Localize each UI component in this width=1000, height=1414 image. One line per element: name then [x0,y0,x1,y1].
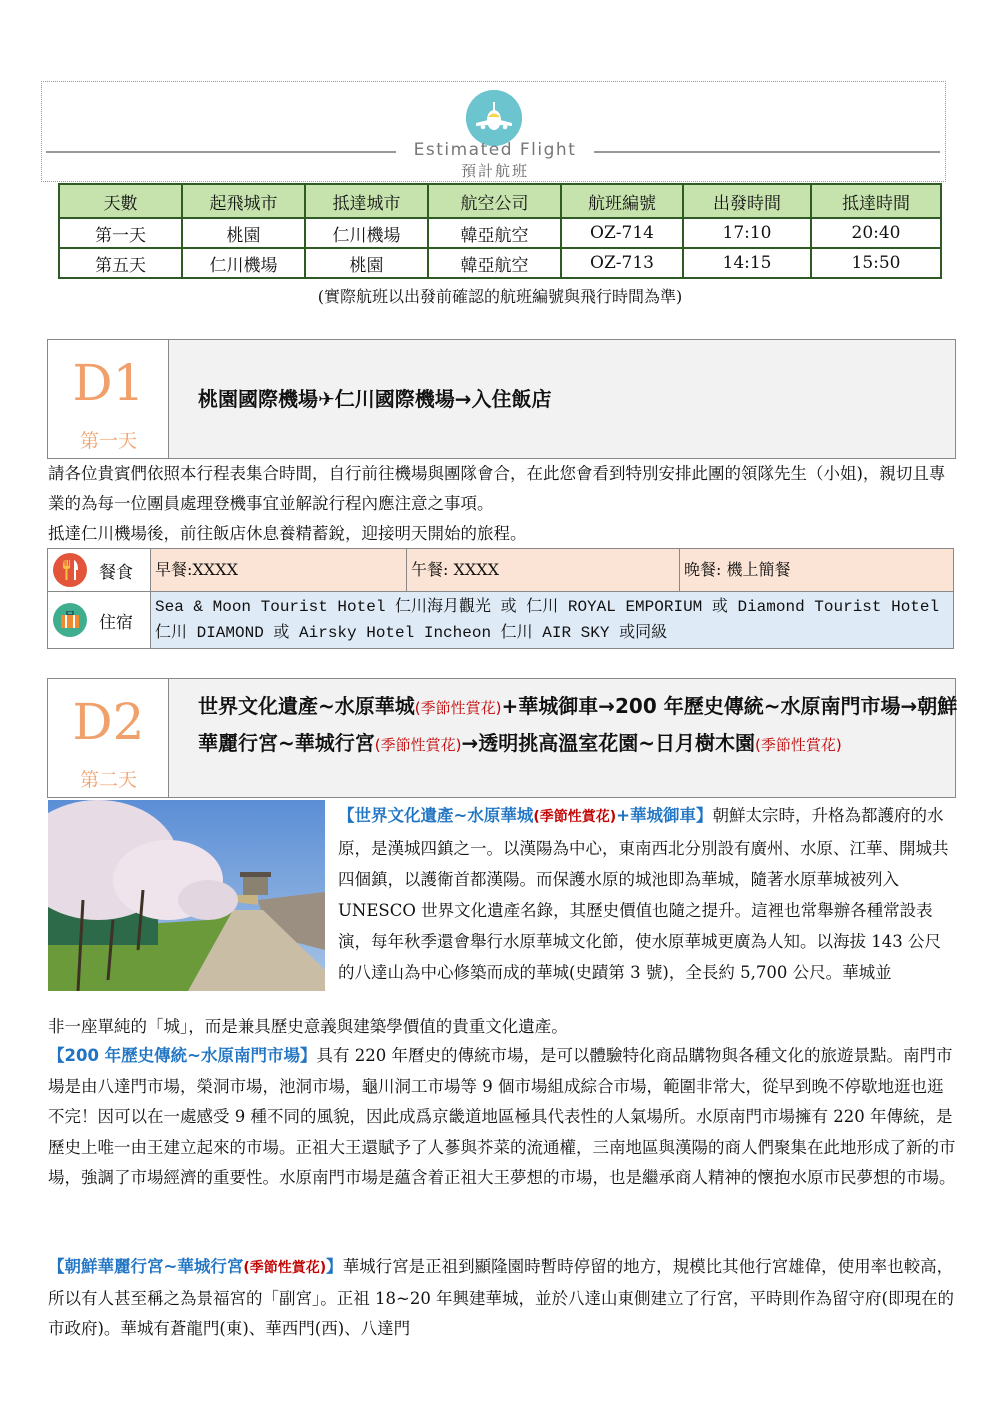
cell-depart: 14:15 [683,248,811,278]
divider-right [594,151,940,153]
day2-title [198,689,958,763]
meal-hotel-table [47,548,954,649]
col-flight-no: 航班編號 [561,184,683,218]
day1-intro: 請各位貴賓們依照本行程表集合時間，自行前往機場與團隊會合，在此您會看到特別安排此團的領隊先生（小姐)，親切且專業的為每一位團員處理登機事宜並解說行程內應注意之事項。 [48,464,946,513]
suitcase-icon [53,603,87,637]
hwaseong-cherry-blossom-photo [48,800,325,991]
meal-label: 餐食 [99,562,133,583]
section-heading [48,1257,343,1276]
heading-part: 【世界文化遺產~水原華城 [338,806,534,825]
cell-origin: 仁川機場 [182,248,305,278]
col-arrive: 抵達時間 [811,184,941,218]
section-body: 朝鮮太宗時，升格為都護府的水原，是漢城四鎮之一。以漢陽為中心，東南西北分別設有廣州、水原、江華、開城共四個鎮，以護衛首都漢陽。而保護水原的城池即為華城，隨著水原華城被列入 UNESCO 世界文化遺產名錄，其歷史價值也隨之提升。這裡也常舉辦各種常設表演，每年秋季還會舉行水原華城文化節，使水原華城更廣為人知。以海拔 143 公尺的八達山為中心修築而成的華城(史蹟第 3 號)，全長約 5,700 公尺。華城並 [338,806,949,982]
section-heading [338,806,712,825]
dinner-cell: 晚餐: 機上簡餐 [680,549,953,591]
divider-left [46,151,396,153]
cell-arrive: 15:50 [811,248,941,278]
day2-code: D2 [72,693,145,751]
cell-arrive: 20:40 [811,218,941,248]
hotel-label: 住宿 [99,612,133,633]
table-header-row [59,184,941,218]
col-airline: 航空公司 [428,184,561,218]
hotel-lead [48,592,151,648]
cell-origin: 桃園 [182,218,305,248]
section-haenggung [48,1252,958,1345]
breakfast-cell: 早餐:XXXX [151,549,407,591]
hotel-cell: Sea & Moon Tourist Hotel 仁川海月觀光 或 仁川 ROYAL EMPORIUM 或 Diamond Tourist Hotel 仁川 DIAMOND 或 Airsky Hotel Incheon 仁川 AIR SKY 或同級 [151,592,953,648]
flight-note: (實際航班以出發前確認的航班編號與飛行時間為準) [317,287,683,306]
section-namun-market [48,1041,958,1194]
col-depart: 出發時間 [683,184,811,218]
section-heading: 【200 年歷史傳統~水原南門市場】 [48,1046,317,1065]
col-day: 天數 [59,184,182,218]
cell-destination: 桃園 [305,248,428,278]
cell-airline: 韓亞航空 [428,218,561,248]
section-hwaseong [338,800,953,988]
cell-flight-no: OZ-713 [561,248,683,278]
flight-table [58,183,942,279]
section-body: 華城行宮是正祖到顯隆園時暫時停留的地方，規模比其他行宮雄偉，使用率也較高，所以有人甚至稱之為景福宮的「副宮」。正祖 18~20 年興建華城，並於八達山東側建立了行宮，平時則作為留守府(即現在的市政府)。華城有蒼龍門(東)、華西門(西)、八達門 [48,1257,954,1338]
cell-day: 第一天 [59,218,182,248]
flight-title-en: Estimated Flight [413,140,577,160]
day1-header [47,339,956,459]
title-part: +華城御車→200 年歷史傳統~水原南門市場→朝鮮華麗行宮~華城行宮 [198,694,958,755]
flight-title-zh: 預計航班 [460,162,529,180]
heading-part: 】 [326,1257,343,1276]
seasonal-tag: (季節性賞花) [414,699,502,717]
col-origin: 起飛城市 [182,184,305,218]
cell-depart: 17:10 [683,218,811,248]
heading-part: 【朝鮮華麗行宮~華城行宮 [48,1257,244,1276]
lunch-cell: 午餐: XXXX [407,549,680,591]
cell-flight-no: OZ-714 [561,218,683,248]
seasonal-tag: (季節性賞花) [374,736,462,754]
section-hwaseong-cont: 非一座單純的「城」，而是兼具歷史意義與建築學價值的貴重文化遺產。 [48,1017,568,1036]
table-row [59,218,941,248]
meal-row [48,549,953,592]
section-body: 具有 220 年曆史的傳統市場，是可以體驗特化商品購物與各種文化的旅遊景點。南門市場是由八達門市場，榮洞市場，池洞市場，龜川洞工市場等 9 個市場組成綜合市場，範圍非常大，從早到晚不停歇地逛也逛不完！因可以在一處感受 9 種不同的風貌，因此成爲京畿道地區極具代表性的人氣場所。水原南門市場擁有 220 年傳統，是歷史上唯一由王建立起來的市場。正祖大王還賦予了人蔘與芥菜的流通權，三南地區與漢陽的商人們聚集在此地形成了新的市場，強調了市場經濟的重要性。水原南門市場是蘊含着正祖大王夢想的市場，也是繼承商人精神的懷抱水原市民夢想的市場。 [48,1046,956,1187]
table-row [59,248,941,278]
meal-lead [48,549,151,591]
seasonal-tag: (季節性賞花) [755,736,842,754]
cell-airline: 韓亞航空 [428,248,561,278]
seasonal-tag: (季節性賞花) [533,809,617,825]
day1-title: 桃園國際機場✈仁川國際機場→入住飯店 [198,387,552,411]
day1-label: 第一天 [79,430,137,452]
heading-part: +華城御車】 [616,806,713,825]
seasonal-tag: (季節性賞花) [243,1260,327,1276]
airplane-icon [466,90,522,146]
day2-label: 第二天 [79,769,137,791]
day1-arrival: 抵達仁川機場後，前往飯店休息養精蓄銳，迎接明天開始的旅程。 [48,524,527,543]
day1-code: D1 [72,354,145,412]
hotel-row [48,592,953,648]
utensils-icon [53,553,87,587]
day2-badge [48,679,169,797]
cell-day: 第五天 [59,248,182,278]
cell-destination: 仁川機場 [305,218,428,248]
day1-badge [48,340,169,458]
estimated-flight-header [41,81,946,182]
title-part: 世界文化遺產~水原華城 [198,694,415,718]
col-destination: 抵達城市 [305,184,428,218]
title-part: →透明挑高溫室花園~日月樹木園 [461,731,755,755]
day2-header [47,678,956,798]
